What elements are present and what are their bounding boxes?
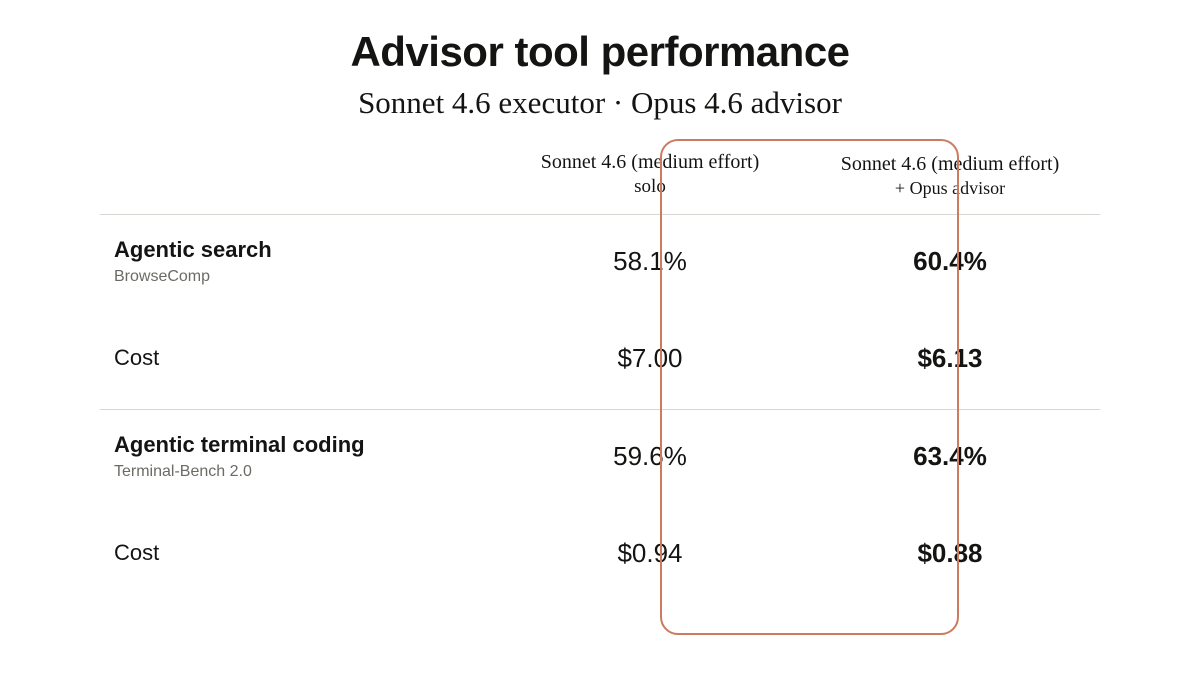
value-solo: 58.1% (500, 215, 800, 308)
table-row (100, 215, 1100, 308)
column-header-advisor-line2: + Opus advisor (894, 177, 1006, 198)
row-sublabel: Terminal-Bench 2.0 (114, 462, 252, 480)
table-row (100, 410, 1100, 503)
value-solo: $0.94 (617, 537, 683, 568)
value-advisor: 63.4% (800, 410, 1100, 503)
row-label: Agentic search (114, 236, 272, 262)
column-header-solo-line1: Sonnet 4.6 (medium effort) (540, 151, 760, 174)
column-header-solo (500, 151, 800, 214)
page-subtitle: Sonnet 4.6 executor · Opus 4.6 advisor (358, 85, 842, 121)
row-label: Cost (114, 540, 160, 566)
column-header-advisor (800, 151, 1100, 214)
value-advisor: $6.13 (917, 342, 983, 373)
page-title: Advisor tool performance (350, 28, 850, 75)
value-solo: $7.00 (617, 342, 683, 373)
row-sublabel: BrowseComp (114, 267, 211, 285)
table-body (100, 215, 1100, 605)
row-label: Agentic terminal coding (114, 431, 365, 457)
row-label-cell (100, 215, 500, 308)
column-header-blank (100, 151, 500, 214)
column-header-solo-line2: solo (634, 176, 666, 198)
performance-table-wrapper (100, 151, 1100, 604)
column-header-advisor-line1: Sonnet 4.6 (medium effort) (840, 152, 1060, 175)
row-label: Cost (114, 345, 160, 371)
row-label-cell (100, 410, 500, 503)
performance-table (100, 151, 1100, 604)
table-row (100, 502, 1100, 604)
table-row (100, 307, 1100, 410)
value-advisor: $0.88 (917, 537, 983, 568)
table-header-row (100, 151, 1100, 214)
table-header (100, 151, 1100, 214)
value-solo: 59.6% (500, 410, 800, 503)
value-advisor: 60.4% (800, 215, 1100, 308)
